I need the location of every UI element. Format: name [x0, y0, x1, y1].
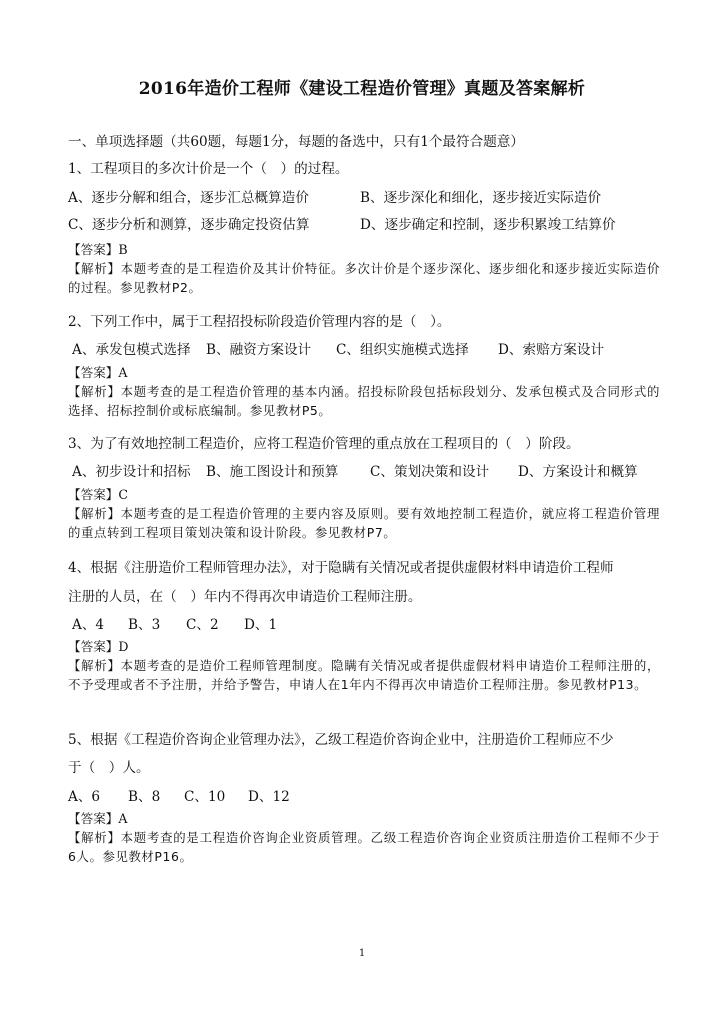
question-4-option-d: D、1: [244, 617, 278, 633]
explanation-text: 本题考查的是工程造价管理的主要内容及原则。要有效地控制工程造价，就应将工程造价管理的重点转到工程项目策划决策和设计阶段。参见教材P7。: [68, 506, 660, 540]
question-4-explanation: [68, 656, 660, 694]
question-4-stem-line-2: 注册的人员，在（ ）年内不得再次申请造价工程师注册。: [68, 589, 422, 605]
question-1-option-c: C、逐步分析和测算，逐步确定投资估算: [68, 217, 310, 233]
answer-tag: 【答案】: [68, 487, 119, 502]
explanation-tag: 【解析】: [68, 830, 121, 845]
question-3-explanation: [68, 504, 660, 542]
question-2-explanation: [68, 382, 660, 420]
answer-value: D: [118, 639, 129, 654]
page-number: 1: [358, 948, 366, 959]
answer-value: B: [118, 242, 128, 257]
question-2-answer: [68, 364, 127, 381]
answer-value: A: [118, 811, 128, 826]
question-5-option-d: D、12: [248, 789, 290, 805]
section-header: 一、单项选择题（共60题，每题1分，每题的备选中，只有1个最符合题意）: [68, 134, 524, 150]
question-3-answer: [68, 486, 128, 503]
question-5-option-a: A、6: [68, 789, 101, 805]
question-1-answer: [68, 241, 128, 258]
question-1-option-b: B、逐步深化和细化，逐步接近实际造价: [360, 190, 602, 206]
question-3-option-a: A、初步设计和招标: [72, 464, 191, 480]
answer-tag: 【答案】: [68, 811, 119, 826]
answer-tag: 【答案】: [68, 639, 119, 654]
question-4-option-b: B、3: [128, 617, 161, 633]
question-2-option-b: B、融资方案设计: [206, 342, 312, 358]
question-1-stem: 1、工程项目的多次计价是一个（ ）的过程。: [68, 161, 349, 177]
explanation-text: 本题考查的是造价工程师管理制度。隐瞒有关情况或者提供虚假材料申请造价工程师注册的，不予受理或者不予注册，并给予警告，申请人在1年内不得再次申请造价工程师注册。参见教材P13。: [68, 658, 660, 692]
question-4-answer: [68, 638, 128, 655]
question-5-stem-line-2: 于（ ）人。: [68, 760, 150, 776]
answer-value: C: [118, 487, 129, 502]
question-5-option-c: C、10: [184, 789, 226, 805]
question-5-explanation: [68, 828, 660, 866]
document-title: 2016年造价工程师《建设工程造价管理》真题及答案解析: [138, 79, 586, 99]
explanation-text: 本题考查的是工程造价及其计价特征。多次计价是个逐步深化、逐步细化和逐步接近实际造价的过程。参见教材P2。: [68, 261, 660, 295]
question-2-option-a: A、承发包模式选择: [72, 342, 191, 358]
question-3-stem: 3、为了有效地控制工程造价，应将工程造价管理的重点放在工程项目的（ ）阶段。: [68, 436, 580, 452]
explanation-text: 本题考查的是工程造价管理的基本内涵。招投标阶段包括标段划分、发承包模式及合同形式的选择、招标控制价或标底编制。参见教材P5。: [68, 384, 660, 418]
explanation-tag: 【解析】: [68, 658, 121, 673]
question-3-option-d: D、方案设计和概算: [518, 464, 638, 480]
question-3-option-b: B、施工图设计和预算: [206, 464, 339, 480]
question-1-explanation: [68, 259, 660, 297]
question-3-option-c: C、策划决策和设计: [370, 464, 490, 480]
explanation-text: 本题考查的是工程造价咨询企业资质管理。乙级工程造价咨询企业资质注册造价工程师不少于6人。参见教材P16。: [68, 830, 660, 864]
answer-value: A: [118, 365, 128, 380]
question-1-option-a: A、逐步分解和组合，逐步汇总概算造价: [68, 190, 309, 206]
explanation-tag: 【解析】: [68, 261, 121, 276]
question-4-option-a: A、4: [72, 617, 105, 633]
question-4-option-c: C、2: [186, 617, 219, 633]
explanation-tag: 【解析】: [68, 384, 121, 399]
answer-tag: 【答案】: [68, 242, 119, 257]
explanation-tag: 【解析】: [68, 506, 121, 521]
question-2-stem: 2、下列工作中，属于工程招投标阶段造价管理内容的是（ ）。: [68, 314, 451, 330]
question-5-answer: [68, 810, 127, 827]
question-2-option-c: C、组织实施模式选择: [336, 342, 469, 358]
answer-tag: 【答案】: [68, 365, 119, 380]
question-2-option-d: D、索赔方案设计: [498, 342, 605, 358]
question-5-option-b: B、8: [128, 789, 161, 805]
question-1-option-d: D、逐步确定和控制，逐步积累竣工结算价: [360, 217, 616, 233]
question-4-stem-line-1: 4、根据《注册造价工程师管理办法》，对于隐瞒有关情况或者提供虚假材料申请造价工程师: [68, 560, 614, 576]
question-5-stem-line-1: 5、根据《工程造价咨询企业管理办法》，乙级工程造价咨询企业中，注册造价工程师应不少: [68, 732, 614, 748]
